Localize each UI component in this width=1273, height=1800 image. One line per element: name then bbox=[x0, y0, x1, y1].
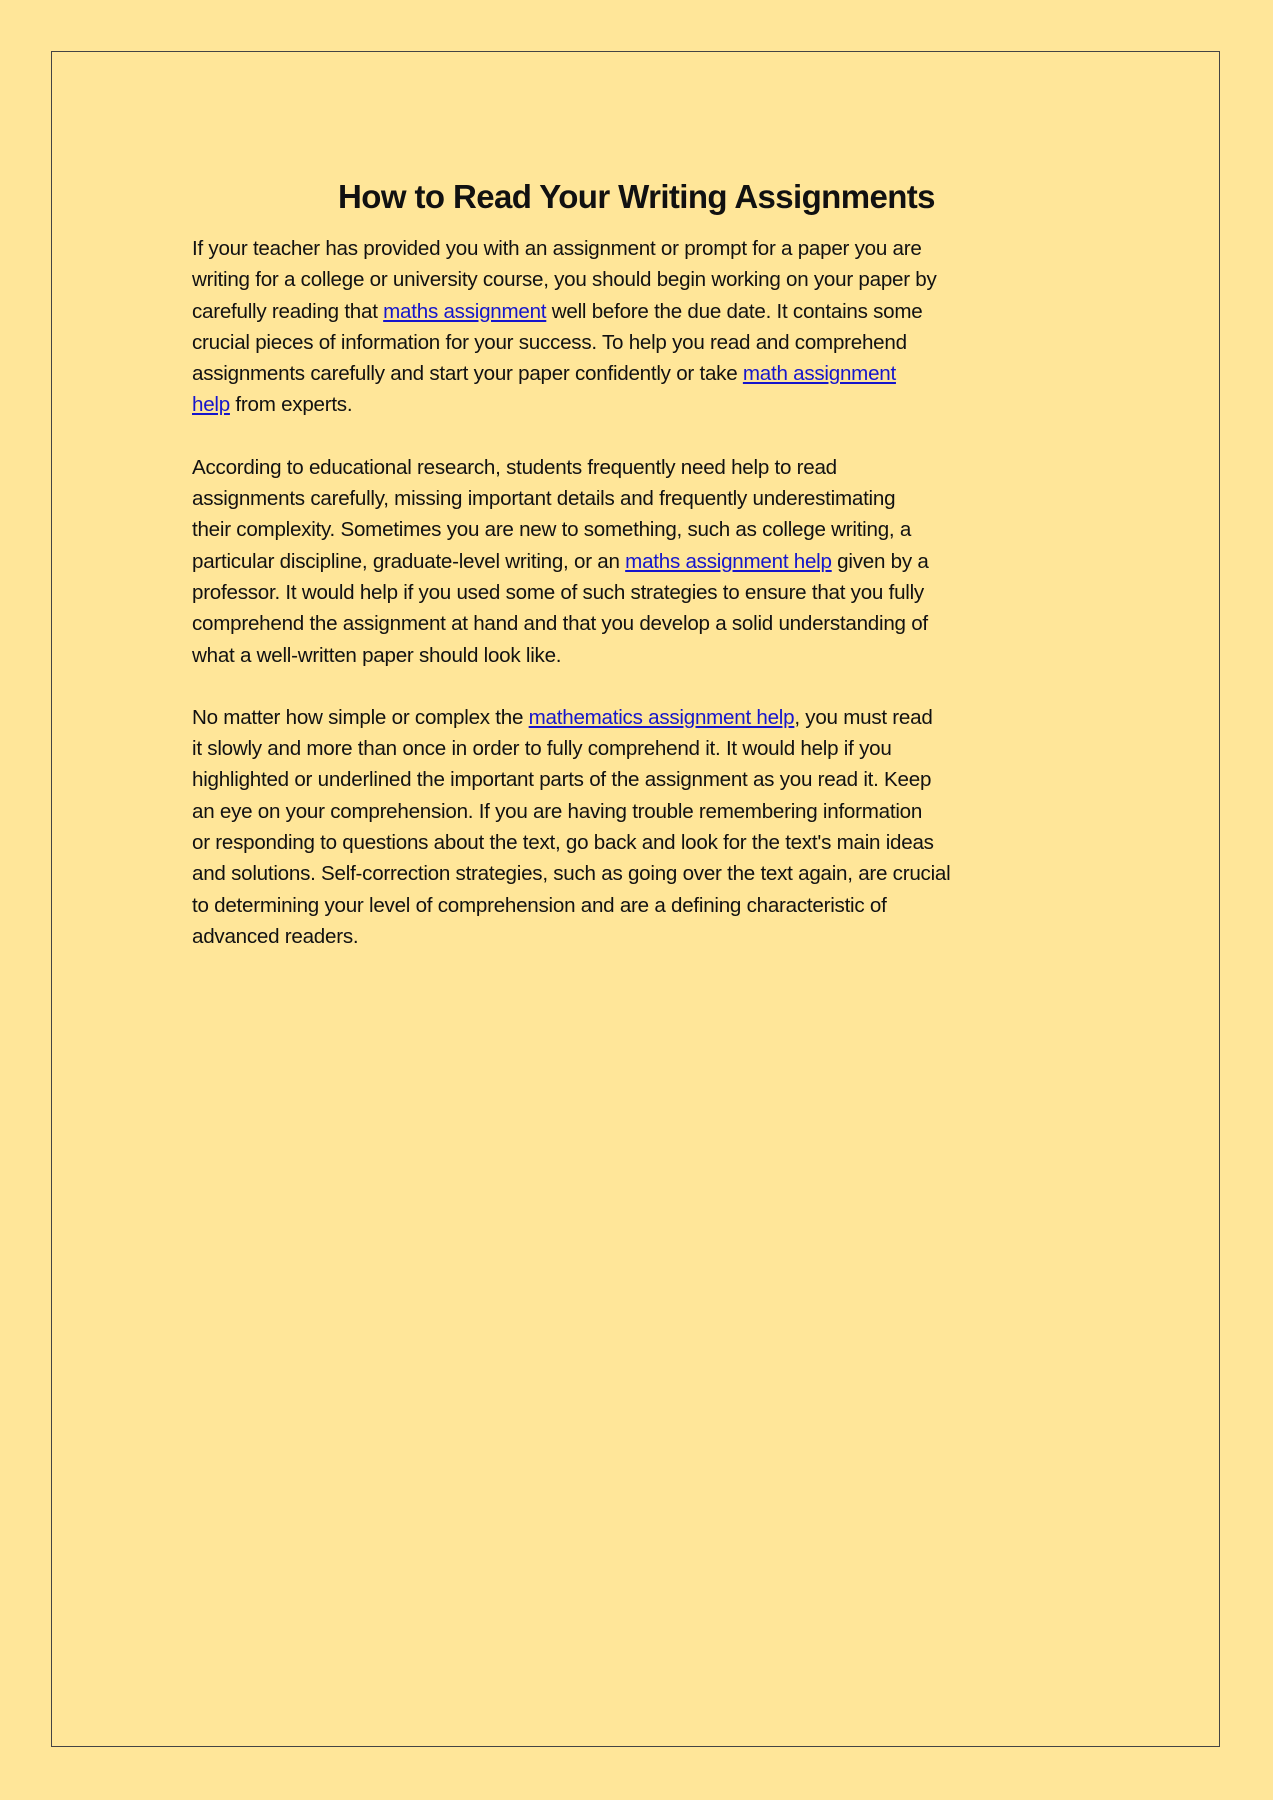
text-segment: from experts. bbox=[229, 393, 353, 417]
text-segment: carefully reading that bbox=[192, 299, 384, 323]
text-segment: what a well-written paper should look like. bbox=[192, 643, 562, 667]
text-segment: According to educational research, students frequently need help to read bbox=[192, 455, 837, 479]
hyperlink[interactable]: maths assignment help bbox=[625, 549, 832, 573]
text-segment: assignments carefully and start your paper confidently or take bbox=[192, 362, 743, 386]
text-line bbox=[192, 702, 1092, 733]
hyperlink[interactable]: help bbox=[192, 393, 230, 417]
text-segment: or responding to questions about the text, go back and look for the text's main ideas bbox=[192, 831, 934, 855]
text-segment: writing for a college or university course, you should begin working on your paper by bbox=[192, 268, 937, 292]
text-line bbox=[192, 827, 1092, 858]
page-title: How to Read Your Writing Assignments bbox=[338, 178, 935, 216]
paragraph-1 bbox=[192, 233, 1092, 421]
text-line bbox=[192, 389, 1092, 420]
text-line bbox=[192, 358, 1092, 389]
text-line bbox=[192, 264, 1092, 295]
text-line bbox=[192, 233, 1092, 264]
text-line bbox=[192, 608, 1092, 639]
text-segment: assignments carefully, missing important details and frequently underestimating bbox=[192, 487, 896, 511]
text-line bbox=[192, 858, 1092, 889]
text-segment: comprehend the assignment at hand and that you develop a solid understanding of bbox=[192, 612, 928, 636]
text-line bbox=[192, 764, 1092, 795]
text-line bbox=[192, 327, 1092, 358]
text-line bbox=[192, 452, 1092, 483]
text-segment: well before the due date. It contains some bbox=[546, 299, 923, 323]
text-segment: their complexity. Sometimes you are new to something, such as college writing, a bbox=[192, 518, 912, 542]
hyperlink[interactable]: mathematics assignment help bbox=[528, 705, 795, 729]
text-line bbox=[192, 890, 1092, 921]
text-segment: and solutions. Self-correction strategies, such as going over the text again, are crucial bbox=[192, 862, 951, 886]
text-segment: highlighted or underlined the important parts of the assignment as you read it. Keep bbox=[192, 768, 932, 792]
text-segment: , you must read bbox=[794, 705, 933, 729]
text-line bbox=[192, 514, 1092, 545]
text-segment: advanced readers. bbox=[192, 924, 359, 948]
text-line bbox=[192, 296, 1092, 327]
text-line bbox=[192, 577, 1092, 608]
text-segment: professor. It would help if you used some of such strategies to ensure that you fully bbox=[192, 580, 924, 604]
text-segment: to determining your level of comprehension and are a defining characteristic of bbox=[192, 893, 887, 917]
text-segment: particular discipline, graduate-level writing, or an bbox=[192, 549, 626, 573]
text-line bbox=[192, 733, 1092, 764]
paragraph-2 bbox=[192, 452, 1092, 671]
text-line bbox=[192, 796, 1092, 827]
text-segment: If your teacher has provided you with an assignment or prompt for a paper you are bbox=[192, 237, 922, 260]
text-line bbox=[192, 483, 1092, 514]
hyperlink[interactable]: maths assignment bbox=[383, 299, 547, 323]
text-line bbox=[192, 546, 1092, 577]
paragraph-3 bbox=[192, 702, 1092, 952]
text-segment: an eye on your comprehension. If you are having trouble remembering information bbox=[192, 799, 923, 823]
text-line bbox=[192, 921, 1092, 952]
hyperlink[interactable]: math assignment bbox=[742, 362, 896, 386]
document-body bbox=[192, 233, 1092, 983]
text-segment: crucial pieces of information for your success. To help you read and comprehend bbox=[192, 330, 907, 354]
text-segment: given by a bbox=[831, 549, 929, 573]
text-line bbox=[192, 640, 1092, 671]
text-segment: No matter how simple or complex the bbox=[192, 705, 529, 729]
text-segment: it slowly and more than once in order to fully comprehend it. It would help if you bbox=[192, 737, 892, 761]
